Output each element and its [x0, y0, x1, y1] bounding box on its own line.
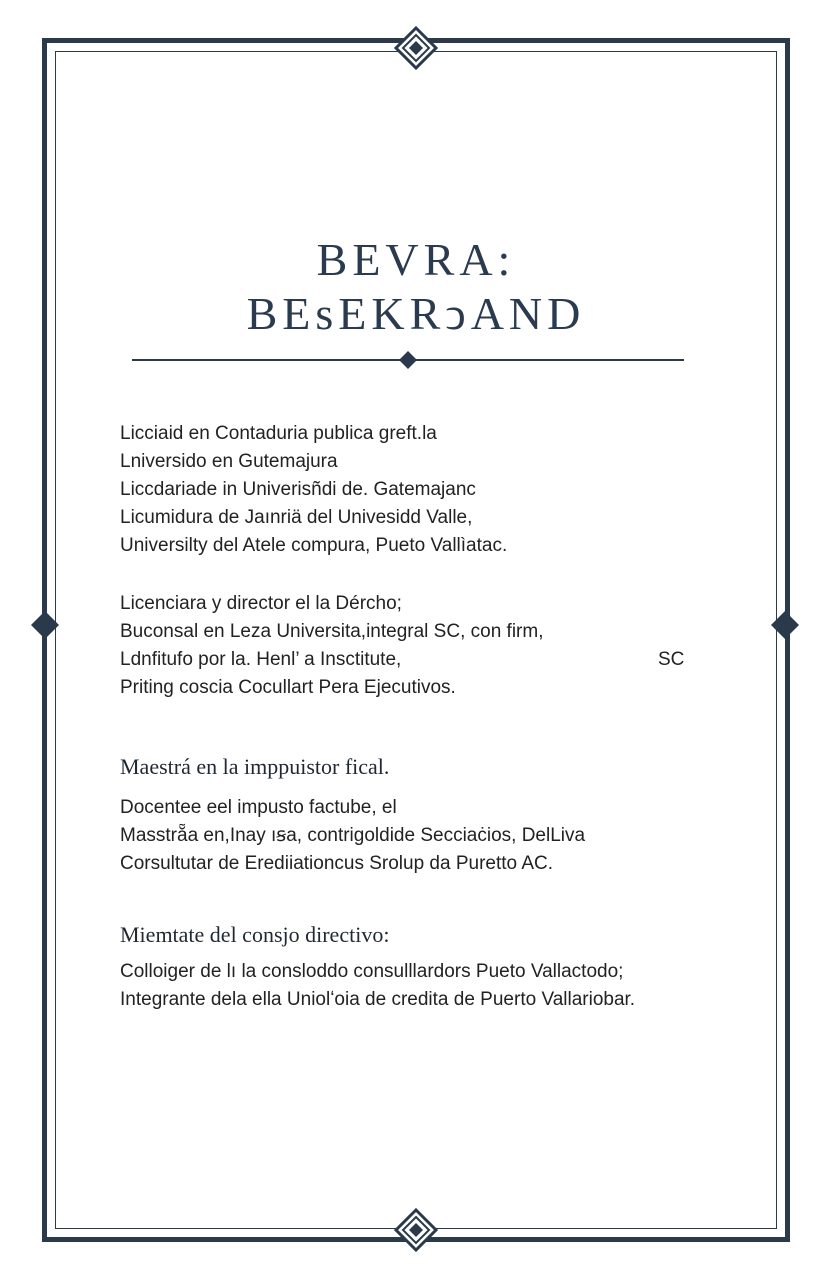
sc-tag: SC [658, 649, 685, 670]
section-experience [120, 590, 720, 702]
section-education [120, 420, 720, 560]
text-line: Licumidura de Jaınriä del Univesidd Valle, [120, 507, 473, 528]
text-line: Masstrẵa en,Inay ıꞩa, contrigoldide Secciaċios, DelLiva [120, 825, 586, 846]
text-line [120, 646, 720, 674]
right-diamond-ornament [770, 610, 800, 640]
section-board-member [120, 922, 720, 1014]
section-masters [120, 754, 720, 878]
bottom-diamond-ornament [394, 1208, 438, 1252]
text-line: Corsultutar de Erediiationcus Srolup da Puretto AC. [120, 853, 554, 874]
text-line: Lniversido en Gutemajura [120, 451, 338, 472]
text-line: Docentee eel impusto factube, el [120, 797, 397, 818]
page-title-line-1: BEVRA: [316, 234, 516, 285]
section-heading: Maestrá en la imppuistor fical. [120, 754, 390, 779]
text-line: Integrante dela ella Uniolʻoia de credita de Puerto Vallariobar. [120, 989, 636, 1010]
text-line: Liccdariade in Univerisñdi de. Gatemajanc [120, 479, 476, 500]
top-diamond-ornament [394, 26, 438, 70]
text-line: Priting coscia Cocullart Pera Ejecutivos. [120, 677, 456, 698]
text-line-content: Ldnfitufo por la. Henl’ a Insctitute, [120, 649, 402, 670]
text-line: Buconsal en Leza Universita,integral SC, con firm, [120, 621, 544, 642]
text-line: Licciaid en Contaduria publica greft.la [120, 423, 437, 444]
section-heading: Miemtate del consjo directivo: [120, 922, 390, 947]
page-title-line-2: BEsEKRↄAND [246, 288, 586, 339]
left-diamond-ornament [30, 610, 60, 640]
title-divider [132, 350, 684, 370]
text-line: Universilty del Atele compura, Pueto Vallìatac. [120, 535, 508, 556]
text-line: Colloiger de lı la consloddo consulllardors Pueto Vallactodo; [120, 961, 624, 982]
text-line: Licenciara y director el la Dércho; [120, 593, 402, 614]
